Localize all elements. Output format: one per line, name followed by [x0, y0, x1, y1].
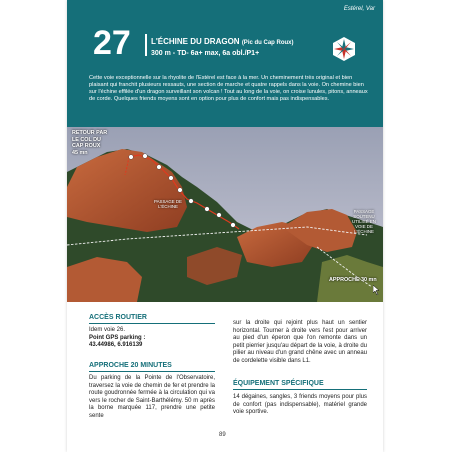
- route-title: [151, 37, 293, 46]
- equipement-rule: [233, 389, 367, 390]
- route-title-text: L'ÉCHINE DU DRAGON: [151, 37, 240, 46]
- title-separator: [145, 34, 147, 56]
- approche-title: APPROCHE 20 MINUTES: [89, 362, 172, 369]
- acces-rule: [89, 323, 215, 324]
- gps-label: Point GPS parking :: [89, 334, 146, 341]
- acces-title: ACCÈS ROUTIER: [89, 314, 147, 321]
- route-subtitle: (Pic du Cap Roux): [241, 40, 294, 46]
- retour-time: 45 mn: [72, 149, 88, 156]
- retour-line-1: RETOUR PAR: [72, 130, 108, 136]
- approche-rule: [89, 371, 215, 372]
- route-topo-photo: [67, 127, 383, 302]
- gps-value: 43.44986, 6.916139: [89, 342, 143, 349]
- equipement-title: ÉQUIPEMENT SPÉCIFIQUE: [233, 380, 324, 387]
- region-label: Estérel, Var: [343, 6, 375, 12]
- approach-time-label: APPROCHE 30 mn: [329, 277, 377, 283]
- approche-text: Du parking de la Pointe de l'Observatoire, traversez la voie de chemin de fer et prendre la route goudronnée fermée à la circulation qui va vers le rocher de Saint-Barthélémy. 50 m après la borne marquée 117, prendre une petite sente: [89, 375, 215, 419]
- photo-label-left: PASSAGE DE L'ÉCHINE: [154, 199, 182, 209]
- return-route-label: [72, 130, 107, 156]
- guidebook-page: [67, 0, 383, 452]
- intro-text: Cette voie exceptionnelle sur la rhyolite de l'Estérel est face à la mer. Un cheminement très original et bien plaisant qui franchit plusieurs ressauts, une section de marche et quatre rappels dans la voie. On chemine bien sur l'échine effilée d'un dragon surveillant son volcan ! Tout au long de la voie, on croise lunules, pitons, anneaux de corde. Quelques friends moyens sont en option pour plus de confort mais pas indispensables.: [89, 75, 368, 102]
- equipement-text: 14 dégaines, sangles, 3 friends moyens pour plus de confort (pas indispensable), matériel grande voie sportive.: [233, 394, 367, 416]
- compass-rose-icon: [329, 34, 359, 64]
- approche-text-continued: sur la droite qui rejoint plus haut un sentier horizontal. Tourner à droite vers l'est pour arriver au pied d'un éperon que l'on remonte dans un petit pierrier jusqu'au départ de la voie, à droite du pilier au niveau d'un grand chêne avec un anneau de cordelette visible dans L1.: [233, 320, 367, 364]
- route-grade: 300 m - TD- 6a+ max, 6a obl./P1+: [151, 50, 260, 57]
- acces-body: [89, 327, 215, 350]
- route-header: [67, 0, 383, 67]
- cursor-icon: [373, 285, 381, 295]
- intro-block: [67, 67, 383, 127]
- photo-label-right: PASSAGE SOUTENU UTILISÉ EN VOIE DE L'ÉCHINE: [352, 209, 376, 234]
- retour-line-2: LE COL DU: [72, 136, 101, 143]
- page-number: 89: [219, 432, 226, 438]
- retour-line-3: CAP ROUX: [72, 143, 101, 149]
- route-number: 27: [93, 24, 131, 62]
- acces-line-1: Idem voie 26.: [89, 327, 126, 333]
- topo-image: [67, 127, 383, 302]
